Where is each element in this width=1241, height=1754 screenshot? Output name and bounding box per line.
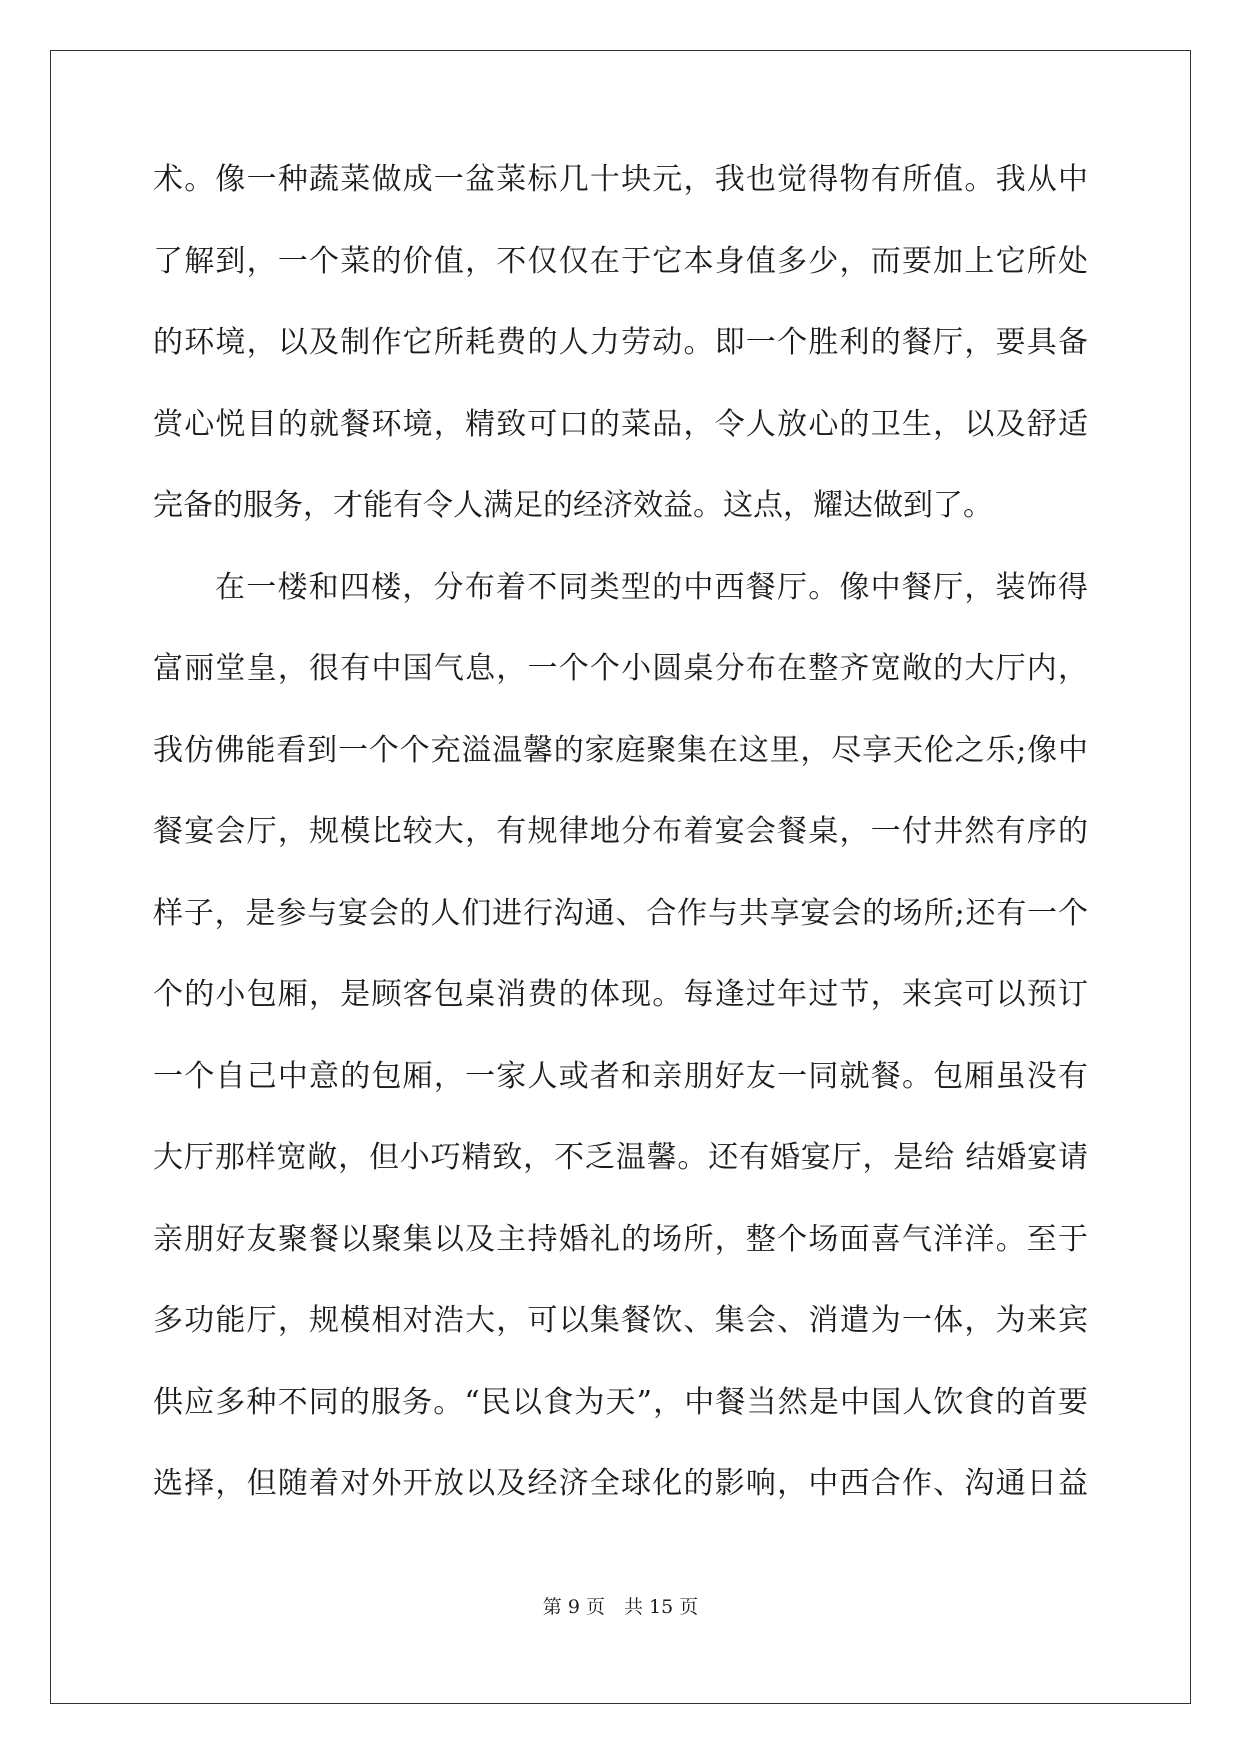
text-line: 赏心悦目的就餐环境，精致可口的菜品，令人放心的卫生，以及舒适 — [153, 406, 1088, 442]
page-number: 第 9 页 共 15 页 — [542, 1596, 699, 1618]
text-line: 选择，但随着对外开放以及经济全球化的影响，中西合作、沟通日益 — [153, 1466, 1088, 1501]
text-line: 的环境，以及制作它所耗费的人力劳动。即一个胜利的餐厅，要具备 — [153, 325, 1088, 360]
text-line: 个的小包厢，是顾客包桌消费的体现。每逢过年过节，来宾可以预订 — [153, 977, 1088, 1012]
text-line: 我仿佛能看到一个个充溢温馨的家庭聚集在这里，尽享天伦之乐;像中 — [153, 732, 1088, 768]
text-line: 供应多种不同的服务。“民以食为天”，中餐当然是中国人饮食的首要 — [153, 1384, 1088, 1420]
text-line: 富丽堂皇，很有中国气息，一个个小圆桌分布在整齐宽敞的大厅内， — [153, 651, 1088, 686]
text-line: 大厅那样宽敞，但小巧精致，不乏温馨。还有婚宴厅，是给 结婚宴请 — [153, 1140, 1088, 1175]
text-line: 术。像一种蔬菜做成一盆菜标几十块元，我也觉得物有所值。我从中 — [153, 162, 1088, 197]
text-line: 了解到，一个菜的价值，不仅仅在于它本身值多少，而要加上它所处 — [153, 243, 1088, 279]
text-line: 餐宴会厅，规模比较大，有规律地分布着宴会餐桌，一付井然有序的 — [153, 814, 1088, 849]
text-line: 一个自己中意的包厢，一家人或者和亲朋好友一同就餐。包厢虽没有 — [153, 1058, 1088, 1094]
text-line: 多功能厅，规模相对浩大，可以集餐饮、集会、消遣为一体，为来宾 — [153, 1303, 1088, 1338]
text-line: 亲朋好友聚餐以聚集以及主持婚礼的场所，整个场面喜气洋洋。至于 — [153, 1221, 1088, 1257]
text-line: 完备的服务，才能有令人满足的经济效益。这点，耀达做到了。 — [153, 488, 993, 523]
text-line: 样子，是参与宴会的人们进行沟通、合作与共享宴会的场所;还有一个 — [153, 895, 1088, 931]
body-text — [153, 160, 1088, 1546]
text-line: 在一楼和四楼，分布着不同类型的中西餐厅。像中餐厅，装饰得 — [215, 569, 1088, 605]
